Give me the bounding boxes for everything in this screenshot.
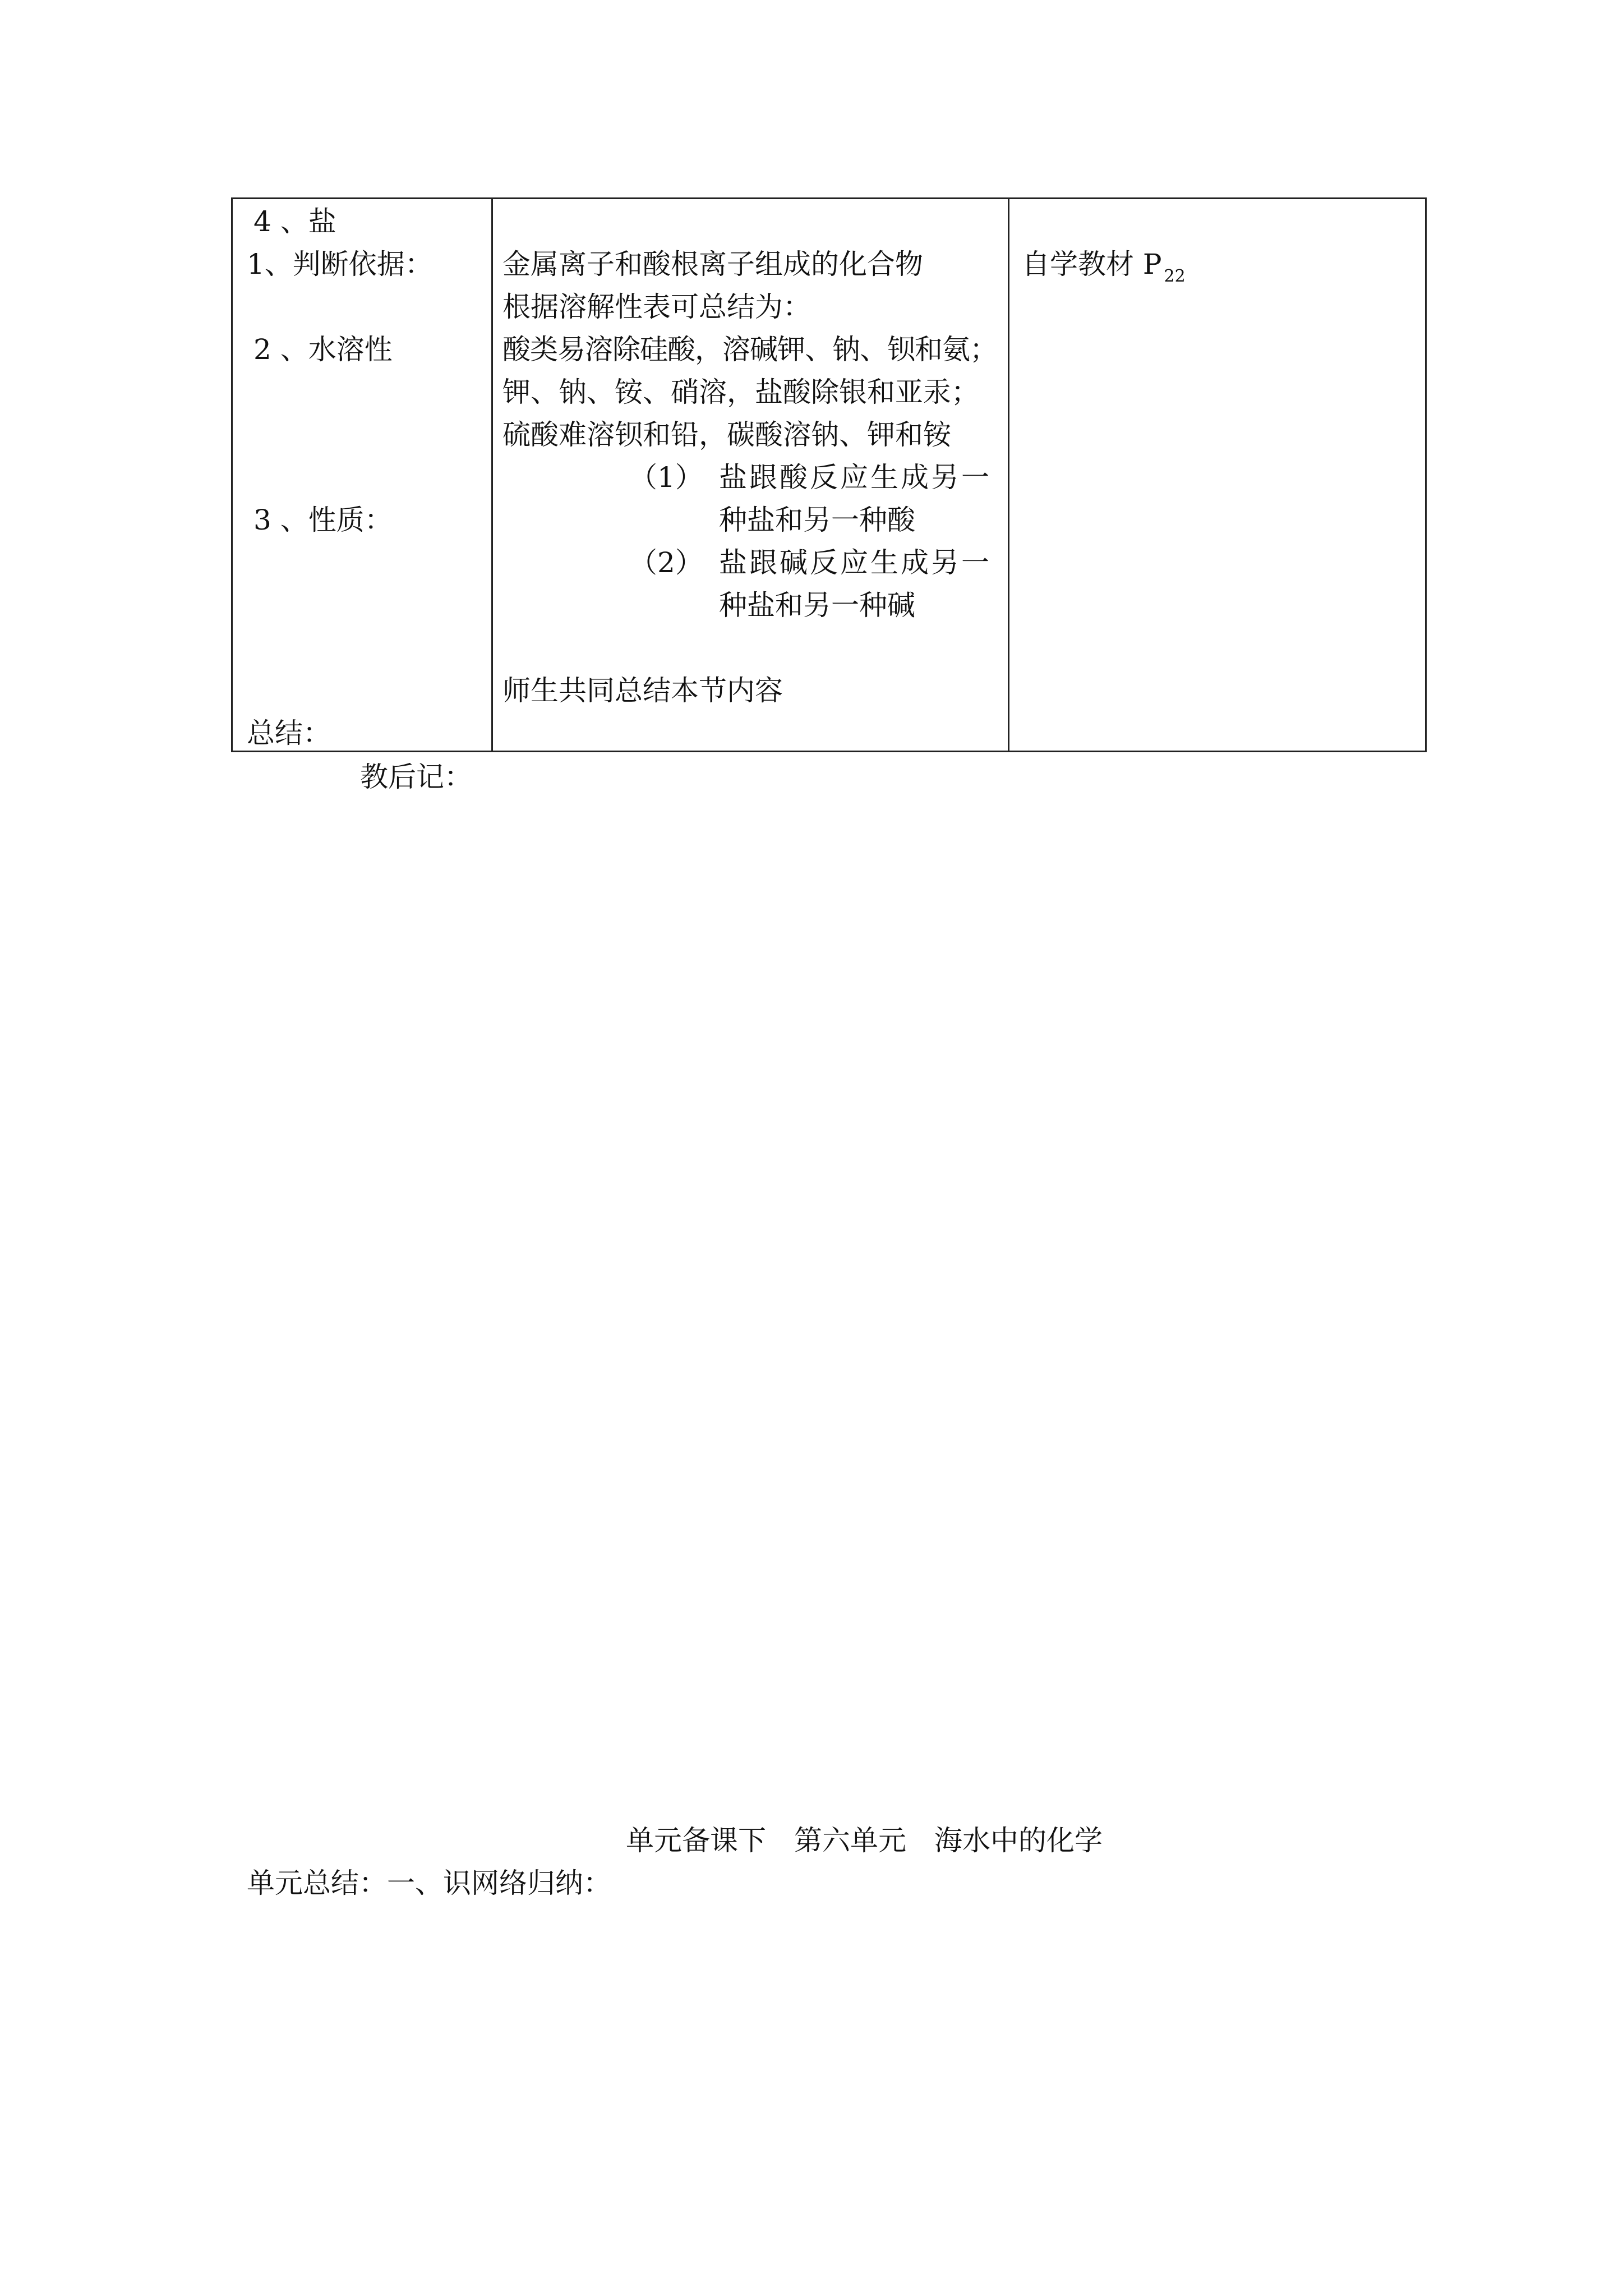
section-title: 4 、盐 bbox=[253, 205, 336, 238]
table-divider-right bbox=[1008, 197, 1009, 752]
unit-summary-heading: 单元总结：一、识网络归纳： bbox=[247, 1867, 611, 1899]
property-2-line-2: 种盐和另一种碱 bbox=[719, 589, 915, 622]
property-1-line-1: 盐跟酸反应生成另一 bbox=[719, 461, 992, 494]
item-summary: 总结： bbox=[247, 717, 331, 749]
solubility-rule-2: 钾、钠、铵、硝溶，盐酸除银和亚汞； bbox=[502, 376, 979, 408]
summary-text: 师生共同总结本节内容 bbox=[502, 674, 783, 707]
after-class-label: 教后记： bbox=[360, 761, 472, 793]
property-1-number: （1） bbox=[629, 461, 703, 494]
table-divider-left bbox=[491, 197, 493, 752]
item-solubility: 2 、水溶性 bbox=[253, 333, 393, 366]
textbook-page-number: 22 bbox=[1164, 266, 1186, 286]
property-2-number: （2） bbox=[629, 546, 703, 579]
item-properties: 3 、性质： bbox=[253, 504, 393, 536]
textbook-note bbox=[1022, 250, 1186, 285]
solubility-rule-1: 酸类易溶除硅酸，溶碱钾、钠、钡和氨； bbox=[502, 333, 997, 366]
definition-text: 金属离子和酸根离子组成的化合物 bbox=[502, 248, 923, 280]
unit-header: 单元备课下 第六单元 海水中的化学 bbox=[626, 1824, 1103, 1857]
item-criteria: 1、判断依据： bbox=[247, 248, 433, 280]
solubility-intro: 根据溶解性表可总结为： bbox=[502, 291, 811, 323]
property-2-line-1: 盐跟碱反应生成另一 bbox=[719, 546, 992, 579]
solubility-rule-3: 硫酸难溶钡和铅，碳酸溶钠、钾和铵 bbox=[502, 418, 951, 451]
textbook-note-text: 自学教材 P bbox=[1022, 248, 1162, 280]
property-1-line-2: 种盐和另一种酸 bbox=[719, 504, 915, 536]
